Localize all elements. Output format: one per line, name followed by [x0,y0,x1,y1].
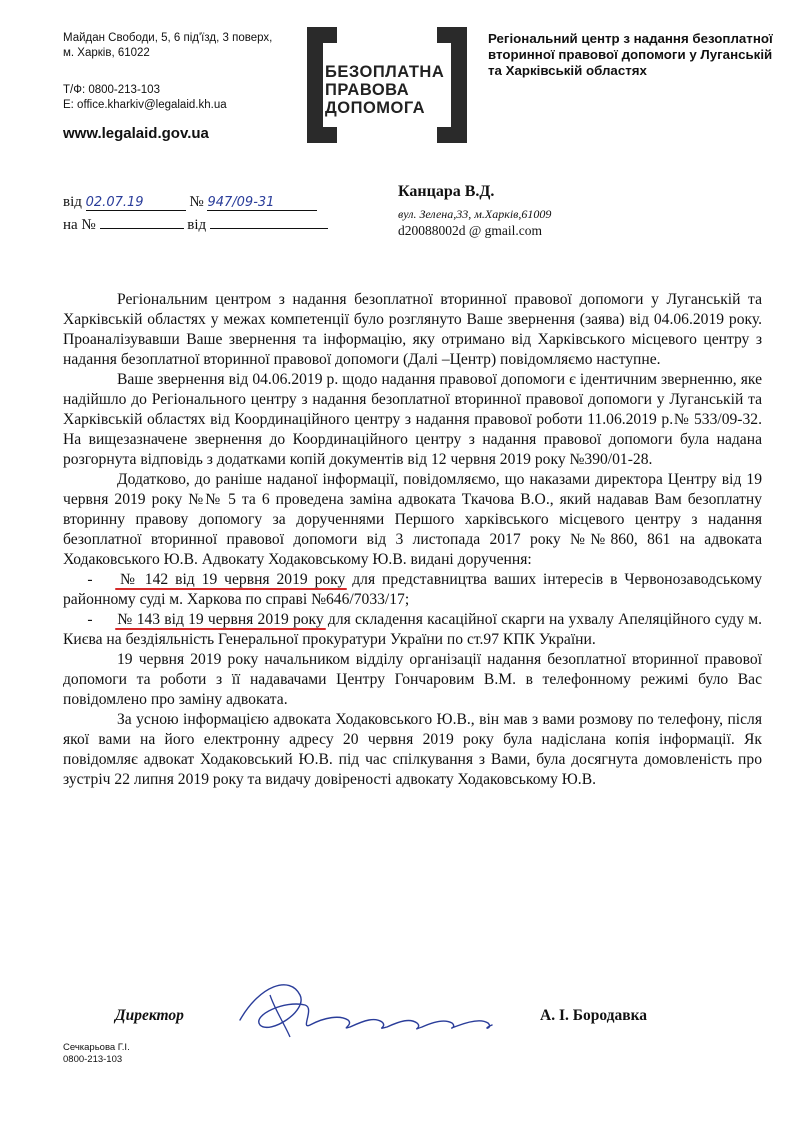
highlighted-reference [117,611,324,628]
paragraph: 19 червня 2019 року начальником відділу організації надання безоплатної вторинної правової допомоги та роботи з її надавачами Центру Гончаровим В.М. в телефонному режимі було Вас повідомлено про заміну адвоката. [63,651,762,708]
recipient-email: d20088002d @ gmail.com [398,223,543,238]
handwritten-date: 02.07.19 [86,195,186,211]
phone-text: Т/Ф: 0800-213-103 [63,84,160,96]
website-text: www.legalaid.gov.ua [63,125,209,142]
recipient-name: Канцара В.Д. [398,183,495,200]
red-underline [115,628,326,630]
number-label: № [189,194,204,210]
list-item-text: для складення касаційної скарги на ухвалу Апеляційного суду м. Києва на бездіяльність Генеральної прокуратури України по ст.97 КПК України. [63,611,762,648]
blank-number-line [100,216,184,229]
letter-body [63,290,762,790]
executor-info [63,1042,130,1066]
logo-line: БЕЗОПЛАТНА [325,63,445,81]
incoming-reference [63,216,328,234]
address-line: м. Харків, 61022 [63,47,150,59]
address-line: Майдан Свободи, 5, 6 під'їзд, 3 поверх, [63,32,273,44]
sender-address [63,31,272,61]
email-text: E: office.kharkiv@legalaid.kh.ua [63,99,227,111]
handwritten-signature [230,975,530,1045]
paragraph: Регіональним центром з надання безоплатної вторинної правової допомоги у Луганській та Харківській областях у межах компетенції було розглянуто Ваше звернення (заява) від 04.06.2019 року. Проаналізувавши Ваше звернення та інформацію, яку отримано від Харківського місцевого центру з надання безоплатної вторинної правової допомоги (Далі –Центр) повідомляємо наступне. [63,291,762,368]
executor-name: Сечкарьова Г.І. [63,1042,130,1053]
logo-text [325,63,444,117]
red-underline [115,588,347,590]
paragraph: Додатково, до раніше наданої інформації, повідомляємо, що наказами директора Центру від 19 червня 2019 року №№ 5 та 6 проведена заміна адвоката Ткачова В.О., який надавав Вам безоплатну вторинну правову допомогу за дорученнями Першого харківського місцевого центру з надання безоплатної вторинної правової допомоги від 3 листопада 2017 року №№860, 861 на адвоката Ходаковського Ю.В. Адвокату Ходаковському Ю.В. видані доручення: [63,471,762,568]
sender-contacts [63,83,227,113]
list-item [63,570,762,610]
blank-date-line [210,216,328,229]
paragraph: Ваше звернення від 04.06.2019 р. щодо надання правової допомоги є ідентичним зверненню, яке надійшло до Регіонального центру з надання безоплатної вторинної правової допомоги у Луганській та Харківській областях від Координаційного центру з надання правової роботи 11.06.2019 р.№ 533/09-32. На вищезазначене звернення до Координаційного центру з надання правової допомоги була надана розгорнута відповідь з додатками копій документів від 12 червня 2019 року №390/01-28. [63,371,762,468]
organization-name: Регіональний центр з надання безоплатної вторинної правової допомоги у Луганській та Харківській областях [488,31,773,78]
in-reply-label: на № [63,217,96,233]
recipient-address: вул. Зелена,33, м.Харків,61009 [398,207,552,221]
list-item [63,610,762,650]
handwritten-number: 947/09-31 [207,195,317,211]
logo-line: ДОПОМОГА [325,99,426,117]
list-dash: - [87,611,93,628]
paragraph: За усною інформацією адвоката Ходаковського Ю.В., він мав з вами розмову по телефону, після якої вами на його електронну адресу 20 червня 2019 року була надіслана копія інформації. Як повідомляє адвокат Ходаковський Ю.В. під час спілкування з Вами, була досягнута домовленість про зустріч 22 липня 2019 року та видачу довіреності адвокату Ходаковському Ю.В. [63,711,762,788]
executor-phone: 0800-213-103 [63,1054,123,1065]
signatory-title: Директор [115,1007,184,1024]
list-dash: - [87,571,93,588]
list-item-text: для представництва ваших інтересів в Червонозаводському районному суді м. Харкова по справі №646/7033/17; [63,571,762,608]
highlighted-reference [117,571,345,588]
highlighted-text: № 142 від 19 червня 2019 року [117,571,346,588]
from-label: від [63,194,82,210]
logo-line: ПРАВОВА [325,81,410,99]
logo [307,27,467,145]
signatory-name: А. І. Бородавка [540,1007,648,1024]
in-reply-from-label: від [187,217,207,233]
outgoing-reference [63,194,317,211]
highlighted-text: № 143 від 19 червня 2019 року [117,611,324,628]
